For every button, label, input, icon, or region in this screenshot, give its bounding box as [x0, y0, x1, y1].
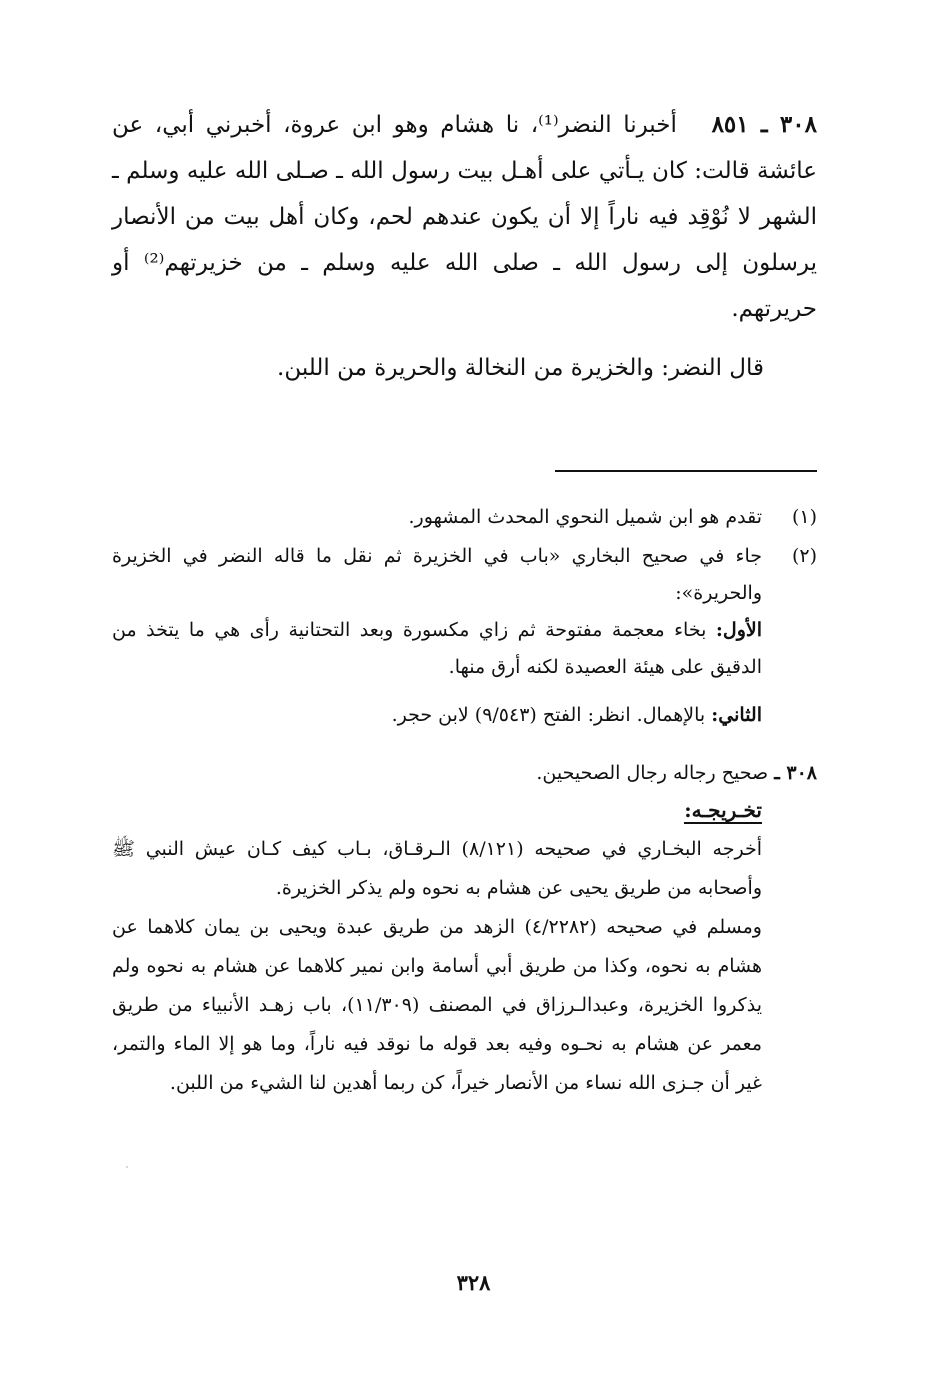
grading-text: صحيح رجاله رجال الصحيحين.: [536, 762, 769, 784]
takhrij-heading: [112, 792, 762, 829]
takhrij-title: تخـريجـه:: [684, 798, 762, 822]
grading-line: [112, 755, 817, 792]
takhrij-paragraph-2: ومسلم في صحيحه (٤/٢٢٨٢) الزهد من طريق عبدة ويحيى بن يمان كلاهما عن هشام به نحوه، وكذا من طريق أبي أسامة وابن نمير كلاهما عن هشام به نحوه ولم يذكروا الخزيرة، وعبدالـرزاق في المصنف (١١/٣٠٩)، باب زهـد الأنبياء من طريق معمر عن هشام به نحـوه وفيه بعد قوله ما نوقد فيه ناراً، وما هو إلا الماء والتمر، غير أن جـزى الله نساء من الأنصار خيراً، كن ربما أهدين لنا الشيء من اللبن.: [112, 916, 762, 1094]
footnote-2-text: جاء في صحيح البخاري «باب في الخزيرة ثم نقل ما قاله النضر في الخزيرة والحريرة»:: [112, 545, 762, 604]
grading-number: ٣٠٨ ـ: [774, 762, 817, 784]
footnote-2-first: [112, 612, 762, 686]
page-number: ٣٢٨: [456, 1270, 491, 1295]
scan-speck: [126, 1166, 128, 1168]
nadr-note: قال النضر: والخزيرة من النخالة والحريرة من اللبن.: [277, 355, 764, 381]
entry-number: ٣٠٨ ـ ٨٥١: [711, 111, 817, 138]
footnote-1-number: (١): [791, 506, 817, 528]
footnote-2-second: [112, 697, 762, 734]
takhrij-body: [112, 830, 762, 1103]
first-text: بخاء معجمة مفتوحة ثم زاي مكسورة وبعد التحتانية رأى هي ما يتخذ من الدقيق على هيئة العصيدة لكنه أرق منها.: [112, 619, 762, 678]
first-label: الأول:: [715, 619, 762, 641]
footnote-2: [112, 538, 817, 612]
footnote-2-number: (٢): [791, 545, 817, 567]
footnote-1: [112, 499, 817, 536]
second-label: الثاني:: [711, 704, 762, 726]
second-text: بالإهمال. انظر: الفتح (٩/٥٤٣) لابن حجر.: [391, 704, 706, 726]
hadith-text: [112, 102, 817, 332]
footnote-separator: [555, 470, 817, 472]
takhrij-paragraph-1: أخرجه البخـاري في صحيحه (٨/١٢١) الـرقـاق، بـاب كيف كـان عيش النبي ﷺ وأصحابه من طريق يحيى عن هشام به نحوه ولم يذكر الخزيرة.: [112, 838, 762, 899]
hadith-paragraph: [112, 102, 817, 332]
hadith-body: أخبرنا النضر⁽¹⁾، نا هشام وهو ابن عروة، أخبرني أبي، عن عائشة قالت: كان يـأتي على أهـل بيت رسول الله ـ صـلى الله عليه وسلم ـ الشهر لا نُوْقِد فيه ناراً إلا أن يكون عندهم لحم، وكان أهل بيت من الأنصار يرسلون إلى رسول الله ـ صلى الله عليه وسلم ـ من خزيرتهم⁽²⁾ أو حريرتهم.: [112, 112, 817, 322]
footnote-1-text: تقدم هو ابن شميل النحوي المحدث المشهور.: [408, 506, 762, 528]
